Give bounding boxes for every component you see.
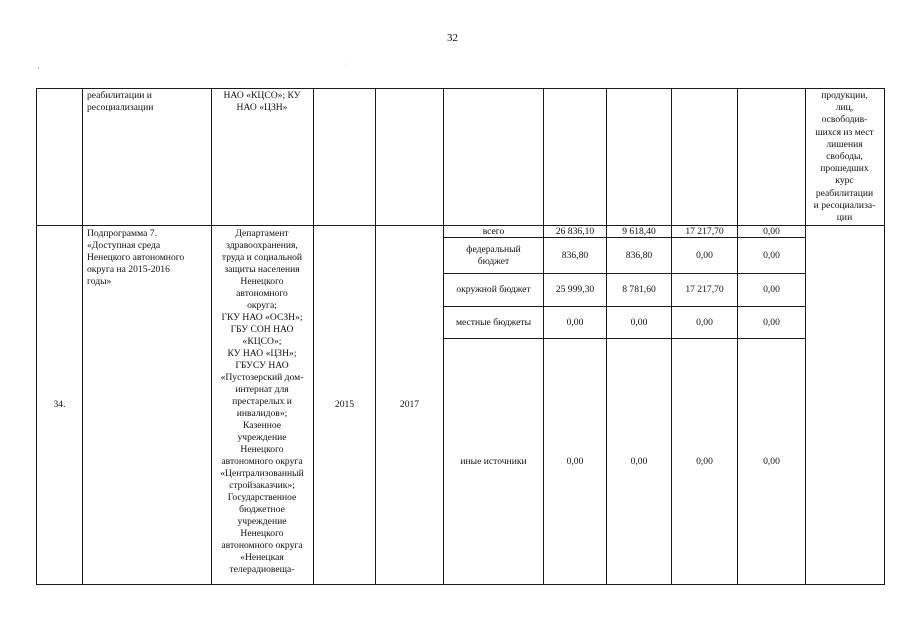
column-border bbox=[82, 88, 83, 585]
funding-year-1: 0,00 bbox=[630, 316, 648, 328]
funding-year-2: 0,00 bbox=[696, 249, 713, 261]
funding-total: 836,80 bbox=[561, 249, 589, 261]
funding-total: 0,00 bbox=[566, 455, 584, 467]
funding-total: 25 999,30 bbox=[555, 284, 595, 295]
funding-total: 0,00 bbox=[566, 316, 584, 328]
funding-year-3: 0,00 bbox=[763, 225, 780, 237]
funding-year-2: 0,00 bbox=[696, 316, 713, 328]
funding-year-3: 0,00 bbox=[763, 455, 780, 467]
end-year: 2017 bbox=[399, 399, 420, 410]
funding-year-2: 0,00 bbox=[696, 455, 713, 467]
funding-year-3: 0,00 bbox=[763, 249, 780, 261]
program-name-continuation: реабилитации и ресоциализации bbox=[87, 90, 154, 113]
funding-year-1: 836,80 bbox=[625, 249, 653, 261]
funding-year-1: 8 781,60 bbox=[622, 284, 656, 295]
scan-mark: · bbox=[345, 62, 347, 68]
column-border bbox=[211, 88, 212, 585]
funding-year-1: 9 618,40 bbox=[622, 225, 656, 237]
funding-source: иные источники bbox=[460, 455, 527, 467]
table-border-top bbox=[36, 88, 884, 89]
start-year: 2015 bbox=[334, 399, 355, 410]
executor-list: Департамент здравоохранения, труда и социальной защиты населения Ненецкого автономного округа; ГКУ НАО «ОСЗН»; ГБУ СОН НАО «КЦСО»; КУ НАО «ЦЗН»; ГБУСУ НАО «Пустозерский дом- интернат для престарелых и инвалидов»; Казенное учреждение Ненецкого автономного округа «Централизованный стройзаказчик»; Государственное бюджетное учреждение Ненецкого автономного округа «Ненецкая телерадиовеща- bbox=[220, 228, 304, 575]
result-continuation: продукции, лиц, освободив- шихся из мест лишения свободы, прошедших курс реабилитации и ресоциализа- ции bbox=[813, 90, 876, 224]
program-name: Подпрограмма 7. «Доступная среда Ненецкого автономного округа на 2015-2016 годы» bbox=[87, 228, 185, 287]
row-number: 34. bbox=[53, 399, 66, 410]
column-border bbox=[884, 88, 885, 585]
funding-year-1: 0,00 bbox=[630, 455, 648, 467]
scan-mark: ' bbox=[38, 66, 40, 75]
executor-continuation: НАО «КЦСО»; КУ НАО «ЦЗН» bbox=[223, 90, 301, 113]
funding-year-2: 17 217,70 bbox=[685, 284, 724, 295]
funding-year-3: 0,00 bbox=[763, 316, 780, 328]
funding-year-3: 0,00 bbox=[763, 284, 780, 295]
table-border-bottom bbox=[36, 584, 884, 585]
funding-source: всего bbox=[482, 225, 505, 237]
page-number: 32 bbox=[447, 32, 458, 44]
funding-source: окружной бюджет bbox=[456, 284, 531, 295]
funding-total: 26 836,10 bbox=[555, 225, 595, 237]
funding-year-2: 17 217,70 bbox=[685, 225, 724, 237]
funding-source: местные бюджеты bbox=[455, 316, 532, 328]
funding-source: федеральный бюджет bbox=[466, 243, 521, 267]
